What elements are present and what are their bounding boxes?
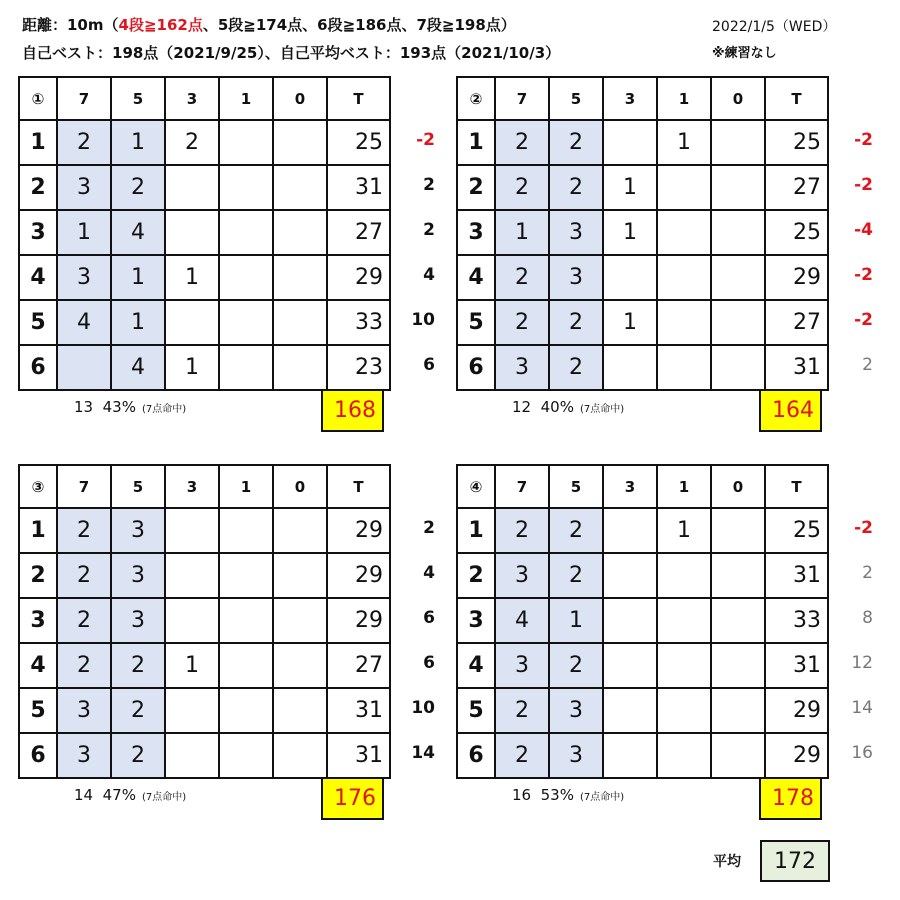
count-cell-7: 3	[495, 643, 549, 688]
column-header: 3	[165, 465, 219, 508]
table-row	[457, 255, 828, 300]
count-cell-0	[711, 688, 765, 733]
column-header: 1	[657, 465, 711, 508]
count-cell-3	[165, 733, 219, 778]
count-cell-5: 3	[111, 508, 165, 553]
column-header: 7	[495, 77, 549, 120]
running-diff: -2	[854, 310, 873, 330]
end-total: 31	[765, 553, 828, 598]
count-cell-3	[603, 255, 657, 300]
column-header: T	[327, 465, 390, 508]
column-header: 5	[549, 77, 603, 120]
count-cell-5: 2	[549, 300, 603, 345]
round-total: 164	[759, 389, 822, 432]
count-cell-0	[711, 120, 765, 165]
end-number: 1	[457, 120, 495, 165]
end-number: 5	[457, 688, 495, 733]
count-cell-7: 4	[57, 300, 111, 345]
running-diff: 14	[851, 698, 873, 718]
running-diff: -2	[416, 130, 435, 150]
count-cell-5: 3	[111, 598, 165, 643]
running-diff: -2	[854, 265, 873, 285]
count-cell-1	[219, 733, 273, 778]
round-card-3	[18, 464, 391, 779]
column-header: 0	[273, 77, 327, 120]
table-row	[457, 300, 828, 345]
count-cell-5: 3	[549, 255, 603, 300]
end-number: 1	[19, 508, 57, 553]
personal-best-line: 自己ベスト：198点（2021/9/25）、自己平均ベスト：193点（2021/10/3）	[22, 44, 561, 62]
column-header: T	[327, 77, 390, 120]
end-number: 6	[457, 345, 495, 390]
end-total: 31	[327, 165, 390, 210]
running-diff: -2	[854, 518, 873, 538]
grade-threshold-highlight: 4段≧162点	[118, 16, 203, 34]
hit-note: (7点命中)	[141, 792, 187, 803]
count-cell-1	[657, 733, 711, 778]
count-cell-7: 3	[57, 255, 111, 300]
table-row	[19, 643, 390, 688]
count-cell-0	[711, 733, 765, 778]
count-cell-1	[219, 553, 273, 598]
end-total: 25	[327, 120, 390, 165]
hit-note: (7点命中)	[579, 792, 625, 803]
table-row	[19, 165, 390, 210]
count-cell-5: 2	[549, 508, 603, 553]
count-cell-0	[273, 345, 327, 390]
count-cell-0	[273, 733, 327, 778]
count-cell-3	[165, 210, 219, 255]
running-diff: -4	[854, 220, 873, 240]
count-cell-7: 3	[495, 345, 549, 390]
end-total: 23	[327, 345, 390, 390]
end-total: 25	[765, 508, 828, 553]
count-cell-7	[57, 345, 111, 390]
count-cell-3	[603, 120, 657, 165]
hit-note: (7点命中)	[141, 404, 187, 415]
end-total: 27	[765, 165, 828, 210]
count-cell-5: 1	[111, 300, 165, 345]
count-cell-3: 2	[165, 120, 219, 165]
table-header-row	[19, 465, 390, 508]
column-header: 1	[219, 465, 273, 508]
end-total: 31	[765, 643, 828, 688]
hit-summary	[512, 786, 624, 804]
table-header-row	[19, 77, 390, 120]
count-cell-0	[711, 553, 765, 598]
column-header: 5	[111, 465, 165, 508]
count-cell-3	[165, 598, 219, 643]
count-cell-7: 2	[495, 165, 549, 210]
running-diff: 4	[423, 265, 435, 285]
hit-count: 16	[512, 786, 532, 804]
count-cell-1	[657, 598, 711, 643]
count-cell-7: 3	[57, 733, 111, 778]
count-cell-7: 3	[57, 165, 111, 210]
end-number: 4	[457, 255, 495, 300]
end-total: 29	[765, 733, 828, 778]
count-cell-3	[165, 553, 219, 598]
round-total: 168	[321, 389, 384, 432]
end-total: 33	[327, 300, 390, 345]
table-row	[19, 553, 390, 598]
count-cell-1	[219, 300, 273, 345]
hit-count: 13	[74, 398, 94, 416]
count-cell-3	[603, 345, 657, 390]
end-total: 29	[765, 688, 828, 733]
count-cell-0	[711, 508, 765, 553]
count-cell-0	[711, 300, 765, 345]
count-cell-0	[711, 165, 765, 210]
count-cell-5: 4	[111, 345, 165, 390]
table-row	[457, 643, 828, 688]
count-cell-5: 4	[111, 210, 165, 255]
session-date: 2022/1/5（WED）	[712, 19, 837, 35]
count-cell-1: 1	[657, 120, 711, 165]
count-cell-5: 2	[549, 165, 603, 210]
count-cell-5: 2	[111, 733, 165, 778]
count-cell-0	[273, 643, 327, 688]
end-total: 31	[765, 345, 828, 390]
count-cell-7: 3	[57, 688, 111, 733]
count-cell-3: 1	[165, 643, 219, 688]
hit-note: (7点命中)	[579, 404, 625, 415]
end-total: 27	[327, 643, 390, 688]
count-cell-3	[165, 165, 219, 210]
end-total: 29	[765, 255, 828, 300]
end-number: 6	[457, 733, 495, 778]
end-number: 4	[19, 643, 57, 688]
count-cell-3	[603, 553, 657, 598]
table-row	[457, 508, 828, 553]
end-total: 27	[327, 210, 390, 255]
count-cell-3: 1	[603, 300, 657, 345]
running-diff: 2	[423, 220, 435, 240]
count-cell-7: 2	[57, 120, 111, 165]
count-cell-3	[603, 733, 657, 778]
running-diff: 4	[423, 563, 435, 583]
end-number: 2	[457, 165, 495, 210]
count-cell-7: 2	[495, 688, 549, 733]
distance-prefix: 距離：10m（	[22, 16, 119, 34]
column-header: 7	[57, 465, 111, 508]
end-total: 29	[327, 255, 390, 300]
count-cell-3	[603, 688, 657, 733]
column-header: 7	[495, 465, 549, 508]
count-cell-7: 1	[495, 210, 549, 255]
count-cell-0	[273, 300, 327, 345]
count-cell-7: 2	[495, 255, 549, 300]
count-cell-5: 2	[111, 165, 165, 210]
count-cell-0	[273, 210, 327, 255]
count-cell-5: 2	[111, 643, 165, 688]
table-row	[19, 300, 390, 345]
column-header: 0	[273, 465, 327, 508]
count-cell-1	[657, 300, 711, 345]
running-diff: 6	[423, 653, 435, 673]
end-number: 3	[457, 598, 495, 643]
table-row	[457, 345, 828, 390]
end-total: 31	[327, 688, 390, 733]
count-cell-1: 1	[657, 508, 711, 553]
table-row	[457, 553, 828, 598]
count-cell-0	[711, 598, 765, 643]
end-number: 3	[457, 210, 495, 255]
end-total: 25	[765, 210, 828, 255]
end-number: 2	[19, 165, 57, 210]
hit-count: 12	[512, 398, 532, 416]
hit-summary	[74, 786, 186, 804]
end-number: 1	[457, 508, 495, 553]
count-cell-3	[165, 508, 219, 553]
round-total: 176	[321, 777, 384, 820]
count-cell-5: 1	[549, 598, 603, 643]
running-diff: 8	[862, 608, 873, 628]
column-header: 1	[219, 77, 273, 120]
practice-note: ※練習なし	[712, 46, 777, 61]
end-number: 2	[19, 553, 57, 598]
end-total: 25	[765, 120, 828, 165]
column-header: T	[765, 465, 828, 508]
running-diff: 6	[423, 608, 435, 628]
column-header: T	[765, 77, 828, 120]
count-cell-0	[273, 508, 327, 553]
running-diff: 2	[423, 175, 435, 195]
count-cell-5: 2	[549, 643, 603, 688]
count-cell-7: 4	[495, 598, 549, 643]
table-row	[457, 210, 828, 255]
table-header-row	[457, 465, 828, 508]
end-number: 1	[19, 120, 57, 165]
end-total: 29	[327, 508, 390, 553]
count-cell-0	[711, 643, 765, 688]
count-cell-7: 1	[57, 210, 111, 255]
end-total: 27	[765, 300, 828, 345]
running-diff: 12	[851, 653, 873, 673]
count-cell-0	[273, 165, 327, 210]
score-table	[18, 464, 391, 779]
count-cell-1	[219, 508, 273, 553]
running-diff: 2	[862, 355, 873, 375]
end-number: 5	[19, 688, 57, 733]
count-cell-5: 3	[549, 210, 603, 255]
count-cell-3	[603, 643, 657, 688]
column-header: 1	[657, 77, 711, 120]
running-diff: 6	[423, 355, 435, 375]
running-diff: -2	[854, 130, 873, 150]
count-cell-7: 2	[57, 598, 111, 643]
count-cell-3: 1	[603, 210, 657, 255]
score-table	[18, 76, 391, 391]
end-number: 4	[19, 255, 57, 300]
count-cell-0	[273, 120, 327, 165]
column-header: 7	[57, 77, 111, 120]
hit-summary	[512, 398, 624, 416]
count-cell-0	[711, 255, 765, 300]
count-cell-0	[273, 553, 327, 598]
count-cell-7: 3	[495, 553, 549, 598]
count-cell-7: 2	[495, 300, 549, 345]
round-label: ③	[19, 465, 57, 508]
hit-percent: 53%	[540, 786, 574, 804]
distance-suffix: 、5段≧174点、6段≧186点、7段≧198点）	[202, 16, 516, 34]
table-row	[457, 165, 828, 210]
count-cell-5: 2	[549, 553, 603, 598]
count-cell-7: 2	[57, 643, 111, 688]
column-header: 5	[549, 465, 603, 508]
count-cell-7: 2	[57, 508, 111, 553]
count-cell-1	[219, 120, 273, 165]
hit-percent: 40%	[540, 398, 574, 416]
end-total: 31	[327, 733, 390, 778]
count-cell-5: 3	[111, 553, 165, 598]
score-table	[456, 76, 829, 391]
count-cell-3	[165, 688, 219, 733]
hit-percent: 47%	[102, 786, 136, 804]
count-cell-3	[603, 598, 657, 643]
count-cell-7: 2	[495, 733, 549, 778]
count-cell-1	[219, 598, 273, 643]
round-card-2	[456, 76, 829, 391]
count-cell-5: 1	[111, 255, 165, 300]
count-cell-5: 1	[111, 120, 165, 165]
table-row	[19, 733, 390, 778]
table-row	[19, 598, 390, 643]
count-cell-3: 1	[603, 165, 657, 210]
count-cell-1	[219, 210, 273, 255]
count-cell-1	[219, 345, 273, 390]
count-cell-5: 3	[549, 733, 603, 778]
count-cell-5: 2	[549, 120, 603, 165]
round-label: ②	[457, 77, 495, 120]
column-header: 3	[165, 77, 219, 120]
count-cell-7: 2	[495, 120, 549, 165]
table-row	[457, 598, 828, 643]
hit-percent: 43%	[102, 398, 136, 416]
count-cell-1	[657, 345, 711, 390]
count-cell-3: 1	[165, 345, 219, 390]
count-cell-1	[657, 688, 711, 733]
count-cell-0	[711, 345, 765, 390]
count-cell-1	[657, 165, 711, 210]
table-row	[457, 120, 828, 165]
count-cell-3	[603, 508, 657, 553]
average-score: 172	[760, 840, 830, 882]
end-number: 2	[457, 553, 495, 598]
count-cell-3: 1	[165, 255, 219, 300]
table-row	[19, 255, 390, 300]
table-header-row	[457, 77, 828, 120]
round-total: 178	[759, 777, 822, 820]
table-row	[19, 120, 390, 165]
count-cell-0	[273, 598, 327, 643]
count-cell-7: 2	[57, 553, 111, 598]
count-cell-1	[219, 255, 273, 300]
table-row	[457, 733, 828, 778]
end-number: 5	[457, 300, 495, 345]
end-number: 4	[457, 643, 495, 688]
column-header: 3	[603, 77, 657, 120]
count-cell-1	[657, 210, 711, 255]
end-number: 6	[19, 345, 57, 390]
table-row	[457, 688, 828, 733]
end-total: 29	[327, 553, 390, 598]
running-diff: 2	[423, 518, 435, 538]
count-cell-0	[711, 210, 765, 255]
end-total: 29	[327, 598, 390, 643]
count-cell-5: 2	[111, 688, 165, 733]
column-header: 0	[711, 77, 765, 120]
round-card-4	[456, 464, 829, 779]
round-card-1	[18, 76, 391, 391]
count-cell-1	[657, 255, 711, 300]
end-number: 6	[19, 733, 57, 778]
end-number: 3	[19, 598, 57, 643]
count-cell-1	[657, 643, 711, 688]
hit-count: 14	[74, 786, 94, 804]
count-cell-1	[657, 553, 711, 598]
running-diff: 16	[851, 743, 873, 763]
count-cell-1	[219, 688, 273, 733]
count-cell-5: 3	[549, 688, 603, 733]
count-cell-3	[165, 300, 219, 345]
count-cell-1	[219, 165, 273, 210]
column-header: 5	[111, 77, 165, 120]
end-total: 33	[765, 598, 828, 643]
count-cell-1	[219, 643, 273, 688]
average-label: 平均	[713, 854, 741, 870]
running-diff: -2	[854, 175, 873, 195]
distance-header	[22, 14, 516, 35]
count-cell-7: 2	[495, 508, 549, 553]
table-row	[19, 688, 390, 733]
count-cell-0	[273, 255, 327, 300]
running-diff: 2	[862, 563, 873, 583]
table-row	[19, 345, 390, 390]
column-header: 0	[711, 465, 765, 508]
running-diff: 10	[411, 310, 435, 330]
running-diff: 10	[411, 698, 435, 718]
running-diff: 14	[411, 743, 435, 763]
end-number: 5	[19, 300, 57, 345]
round-label: ①	[19, 77, 57, 120]
score-table	[456, 464, 829, 779]
count-cell-0	[273, 688, 327, 733]
round-label: ④	[457, 465, 495, 508]
count-cell-5: 2	[549, 345, 603, 390]
table-row	[19, 508, 390, 553]
end-number: 3	[19, 210, 57, 255]
column-header: 3	[603, 465, 657, 508]
table-row	[19, 210, 390, 255]
hit-summary	[74, 398, 186, 416]
